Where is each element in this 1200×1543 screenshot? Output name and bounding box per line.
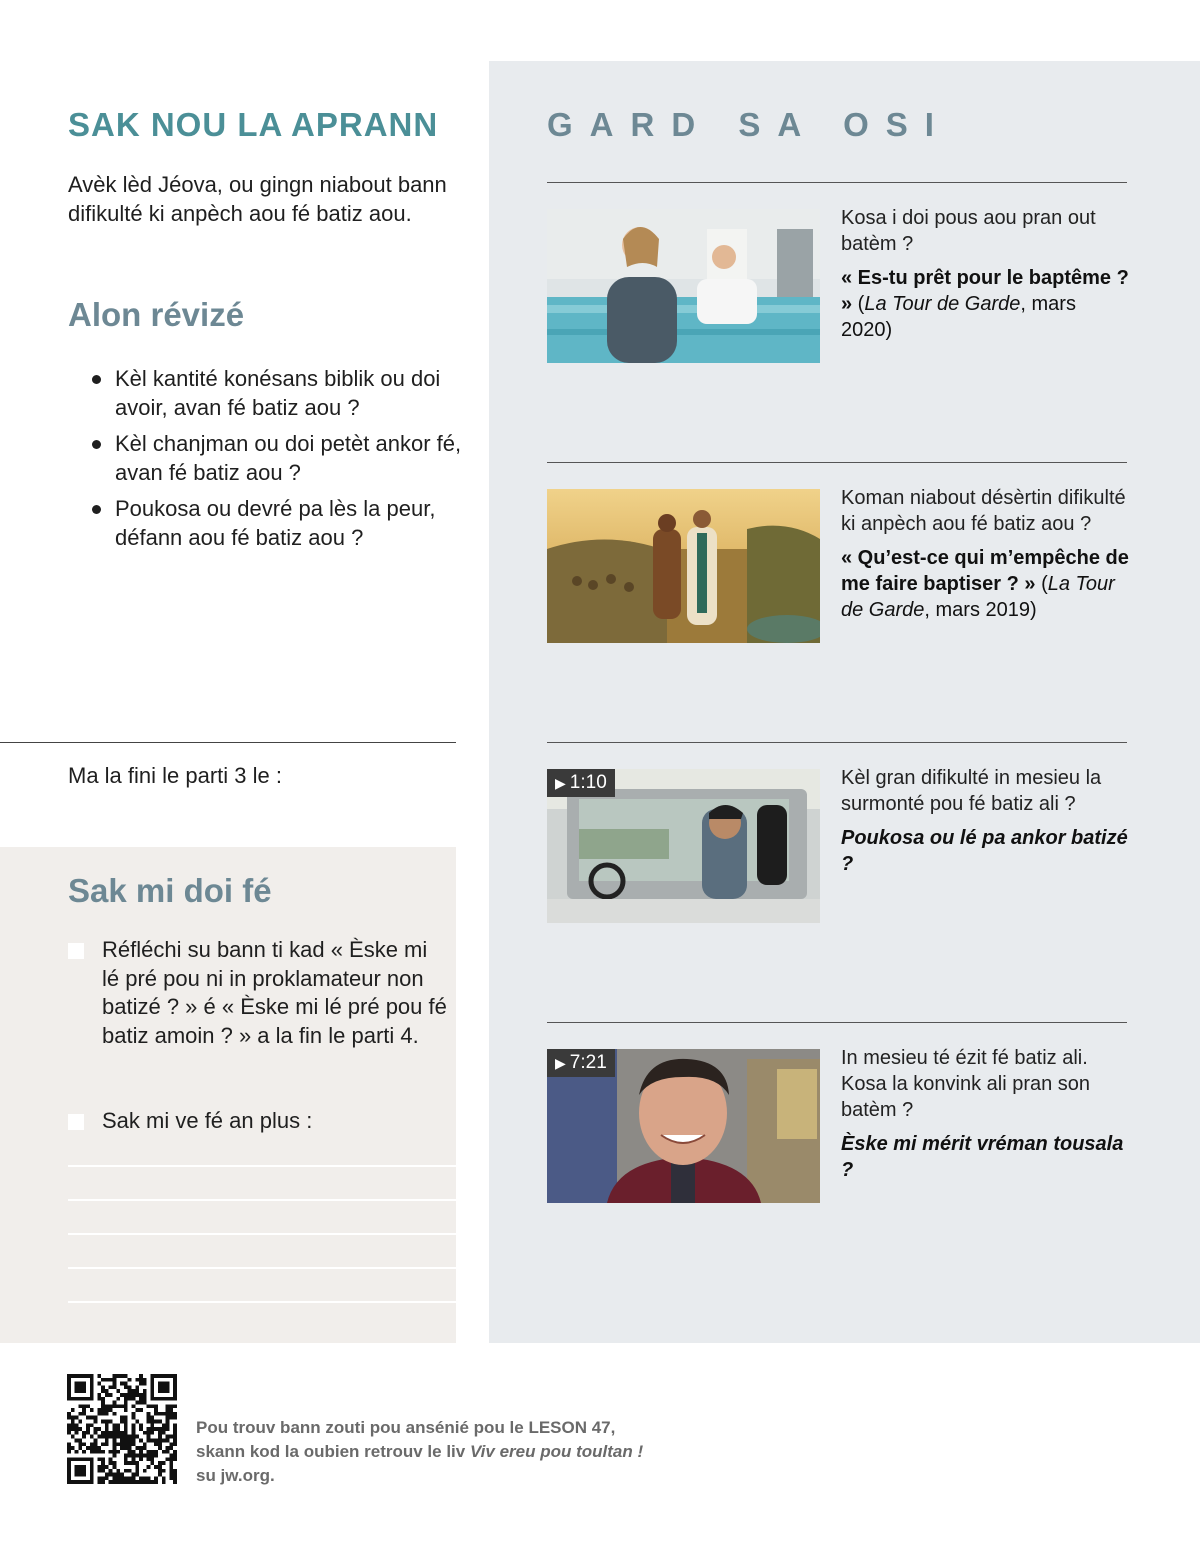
source-paren: ( <box>852 293 865 315</box>
bullet-icon <box>92 440 101 449</box>
divider <box>547 742 1127 743</box>
write-line[interactable] <box>68 1233 456 1235</box>
resource-source[interactable] <box>841 265 1131 343</box>
book-title: Viv ereu pou toultan ! <box>469 1442 644 1461</box>
review-list <box>92 364 462 559</box>
review-title: Alon révizé <box>68 296 245 333</box>
baptism-pool-illustration <box>547 209 820 363</box>
todo-item-text: Réfléchi su bann ti kad « Èske mi lé pré pou ni in proklamateur non batizé ? » é « Èske mi lé pré pou fé batiz amoin ? » a la fin le parti 4. <box>102 937 447 1048</box>
footer-line: su jw.org. <box>196 1466 275 1485</box>
review-item-text: Kèl chanjman ou doi petèt ankor fé, avan fé batiz aou ? <box>115 431 462 485</box>
publication-date: , mars 2019) <box>924 599 1037 621</box>
source-paren: ( <box>1035 573 1048 595</box>
play-icon: ▶ <box>555 775 566 791</box>
resource-article-baptism <box>841 205 1131 343</box>
video-thumbnail-car[interactable] <box>547 769 820 923</box>
eunuch-painting-image[interactable] <box>547 489 820 643</box>
resource-source[interactable] <box>841 825 1131 877</box>
write-line[interactable] <box>68 1199 456 1201</box>
footer-note <box>196 1416 716 1488</box>
resource-article-obstacles <box>841 485 1131 623</box>
bullet-icon <box>92 505 101 514</box>
article-title[interactable]: « Es-tu prêt pour le baptême ? » <box>841 267 1129 315</box>
todo-title: Sak mi doi fé <box>68 872 272 909</box>
todo-item-more <box>68 1107 448 1136</box>
video-duration: 7:21 <box>569 1052 607 1073</box>
video-duration: 1:10 <box>569 772 607 793</box>
video-duration-badge <box>547 769 615 797</box>
todo-item-reflect <box>68 936 448 1050</box>
play-icon: ▶ <box>555 1055 566 1071</box>
write-line[interactable] <box>68 1165 456 1167</box>
write-line[interactable] <box>68 1267 456 1269</box>
see-also-title: GARD SA OSI <box>547 106 951 143</box>
footer-line-text: skann kod la oubien retrouv le liv <box>196 1442 470 1461</box>
footer-line: Pou trouv bann zouti pou ansénié pou le LESON 47, <box>196 1418 616 1437</box>
todo-item-text: Sak mi ve fé an plus : <box>102 1108 313 1133</box>
article-title[interactable]: « Qu’est-ce qui m’empêche de me faire baptiser ? » <box>841 547 1129 595</box>
review-item-text: Kèl kantité konésans biblik ou doi avoir, avan fé batiz aou ? <box>115 366 441 420</box>
footer-line <box>196 1440 716 1464</box>
publication-name: La Tour de Garde <box>841 573 1115 621</box>
publication-name: La Tour de Garde <box>864 293 1021 315</box>
learn-title: SAK NOU LA APRANN <box>68 106 439 143</box>
video-duration-badge <box>547 1049 615 1077</box>
checkbox-icon[interactable] <box>68 943 84 959</box>
resource-source[interactable] <box>841 545 1131 623</box>
publication-date: , mars 2020) <box>841 293 1076 341</box>
checkbox-icon[interactable] <box>68 1114 84 1130</box>
resource-question: In mesieu té ézit fé batiz ali. Kosa la konvink ali pran son batèm ? <box>841 1047 1091 1121</box>
review-item <box>92 494 462 552</box>
road-painting-illustration <box>547 489 820 643</box>
resource-video-hesitant <box>841 1045 1131 1183</box>
learn-summary: Avèk lèd Jéova, ou gingn niabout bann difikulté ki anpèch aou fé batiz aou. <box>68 172 447 226</box>
video-title[interactable]: Èske mi mérit vréman tousala ? <box>841 1133 1124 1181</box>
resource-video-car <box>841 765 1131 877</box>
divider <box>547 462 1127 463</box>
review-item-text: Poukosa ou devré pa lès la peur, défann aou fé batiz aou ? <box>115 496 436 550</box>
resource-source[interactable] <box>841 1131 1131 1183</box>
finished-label: Ma la fini le parti 3 le : <box>68 763 282 788</box>
divider <box>547 182 1127 183</box>
write-line[interactable] <box>68 1301 456 1303</box>
resource-question: Koman niabout désèrtin difikulté ki anpèch aou fé batiz aou ? <box>841 487 1126 535</box>
qr-code-icon[interactable] <box>67 1374 177 1484</box>
divider <box>547 1022 1127 1023</box>
resource-question: Kèl gran difikulté in mesieu la surmonté pou fé batiz ali ? <box>841 767 1102 815</box>
bullet-icon <box>92 375 101 384</box>
review-item <box>92 429 462 487</box>
resource-question: Kosa i doi pous aou pran out batèm ? <box>841 207 1096 255</box>
review-item <box>92 364 462 422</box>
video-title[interactable]: Poukosa ou lé pa ankor batizé ? <box>841 827 1128 875</box>
video-thumbnail-man[interactable] <box>547 1049 820 1203</box>
divider <box>0 742 456 743</box>
baptism-pool-image[interactable] <box>547 209 820 363</box>
